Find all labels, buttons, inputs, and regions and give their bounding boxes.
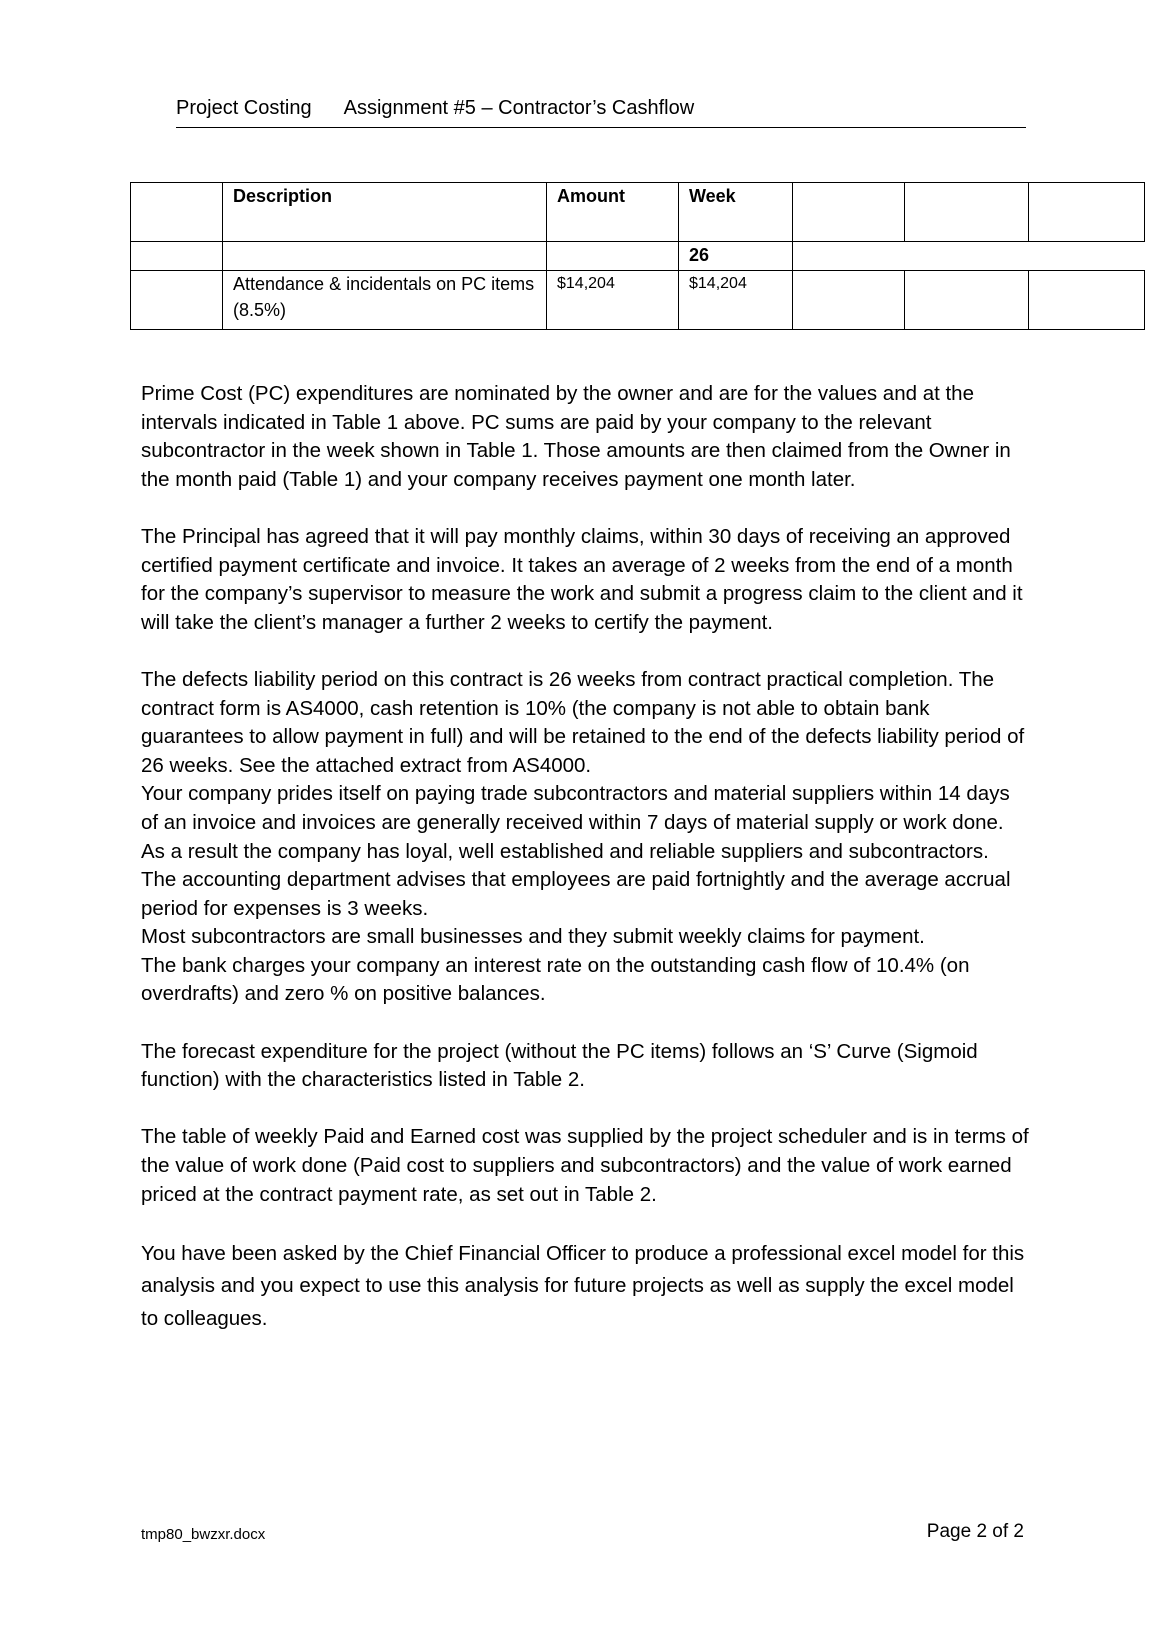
row-description: Attendance & incidentals on PC items (8.5%)	[223, 271, 547, 330]
paragraph-s-curve: The forecast expenditure for the project (without the PC items) follows an ‘S’ Curve (Sigmoid function) with the characteristics listed in Table 2.	[141, 1039, 978, 1092]
table-cell	[793, 183, 905, 242]
paragraph-principal-claims: The Principal has agreed that it will pay monthly claims, within 30 days of receiving an approved certified payment certificate and invoice. It takes an average of 2 weeks from the end of a month for the company’s supervisor to measure the work and submit a progress claim to the client and it will take the client’s manager a further 2 weeks to certify the payment.	[141, 524, 1023, 634]
footer-filename: tmp80_bwzxr.docx	[141, 1526, 266, 1543]
amount-header: Amount	[547, 183, 679, 242]
table-week-row	[131, 242, 1145, 271]
footer-page-number: Page 2 of 2	[926, 1521, 1024, 1542]
paragraph-subcontractor-payment: Your company prides itself on paying trade subcontractors and material suppliers within 14 days of an invoice and invoices are generally received within 7 days of material supply or work done. As a result the company has loyal, well established and reliable suppliers and subcontractors.	[141, 782, 1010, 863]
week-number: 26	[679, 242, 793, 271]
table-cell	[547, 242, 679, 271]
table-cell	[131, 242, 223, 271]
table-header-row	[131, 183, 1145, 242]
table-cell	[793, 242, 1145, 271]
paragraph-accounting: The accounting department advises that employees are paid fortnightly and the average accrual period for expenses is 3 weeks.	[141, 868, 1011, 920]
paragraph-weekly-cost-table: The table of weekly Paid and Earned cost was supplied by the project scheduler and is in terms of the value of work done (Paid cost to suppliers and subcontractors) and the value of work earned priced at the contract payment rate, as set out in Table 2.	[141, 1125, 1029, 1206]
table-cell	[131, 183, 223, 242]
paragraph-weekly-claims: Most subcontractors are small businesses and they submit weekly claims for payment.	[141, 925, 925, 949]
row-amount: $14,204	[547, 271, 679, 330]
row-week-value: $14,204	[679, 271, 793, 330]
course-title: Project Costing	[176, 97, 312, 119]
table-cell	[223, 242, 547, 271]
pc-items-table	[130, 182, 1145, 330]
table-cell	[905, 183, 1029, 242]
table-cell	[905, 271, 1029, 330]
assignment-title: Assignment #5 – Contractor’s Cashflow	[343, 97, 695, 119]
description-header: Description	[223, 183, 547, 242]
paragraph-defects-liability: The defects liability period on this contract is 26 weeks from contract practical completion. The contract form is AS4000, cash retention is 10% (the company is not able to obtain bank guarantees to allow payment in full) and will be retained to the end of the defects liability period of 26 weeks. See the attached extract from AS4000.	[141, 667, 1025, 777]
week-header: Week	[679, 183, 793, 242]
body-text	[141, 380, 1031, 1335]
paragraph-bank-interest: The bank charges your company an interest rate on the outstanding cash flow of 10.4% (on overdrafts) and zero % on positive balances.	[141, 953, 970, 1006]
table-row	[131, 271, 1145, 330]
table-cell	[131, 271, 223, 330]
table-cell	[1029, 183, 1145, 242]
page-header	[176, 94, 1026, 128]
table-cell	[1029, 271, 1145, 330]
table-cell	[793, 271, 905, 330]
paragraph-pc-expenditures: Prime Cost (PC) expenditures are nominated by the owner and are for the values and at the intervals indicated in Table 1 above. PC sums are paid by your company to the relevant subcontractor in the week shown in Table 1. Those amounts are then claimed from the Owner in the month paid (Table 1) and your company receives payment one month later.	[141, 382, 1011, 491]
paragraph-excel-model: You have been asked by the Chief Financial Officer to produce a professional excel model for this analysis and you expect to use this analysis for future projects as well as supply the excel model to colleagues.	[141, 1241, 1025, 1330]
